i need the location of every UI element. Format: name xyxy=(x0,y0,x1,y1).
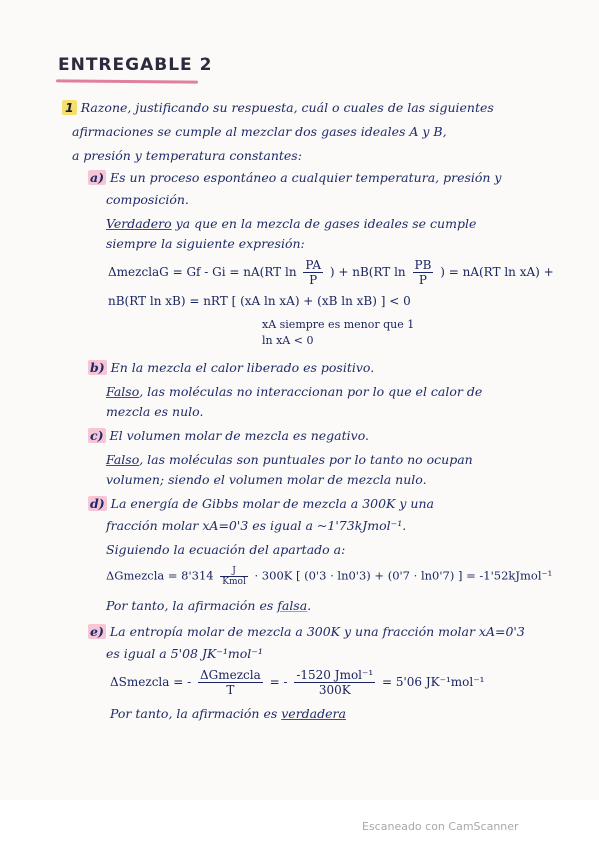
item-a-letter: a) xyxy=(90,170,105,185)
d-eq-lhs: ΔGmezcla = 8'314 xyxy=(106,568,214,583)
item-d-statement-2: fracción molar xA=0'3 es igual a ~1'73kJmol⁻¹. xyxy=(106,518,407,533)
e-eq-f1-num: ΔGmezcla xyxy=(199,668,261,682)
d-concl-pre: Por tanto, la afirmación es xyxy=(106,598,278,613)
item-a-equation-1 xyxy=(108,258,554,287)
eq1-mid: ) + nB(RT ln xyxy=(329,265,406,279)
e-eq-lhs: ΔSmezcla = - xyxy=(110,675,192,689)
item-d-letter: d) xyxy=(90,496,105,511)
eq1-fraction-1 xyxy=(303,258,323,287)
scanner-watermark: Escaneado con CamScanner xyxy=(362,820,519,833)
eq1-f1-num: PA xyxy=(305,258,322,272)
e-eq-fraction-1 xyxy=(198,668,263,697)
e-eq-f2-num: -1520 Jmol⁻¹ xyxy=(296,668,374,682)
item-a-equation-2: nB(RT ln xB) = nRT [ (xA ln xA) + (xB ln xB) ] < 0 xyxy=(108,294,411,308)
e-eq-f2-den: 300K xyxy=(318,683,351,697)
item-c-reason-2: volumen; siendo el volumen molar de mezcla nulo. xyxy=(106,472,427,487)
eq1-f2-num: PB xyxy=(414,258,432,272)
eq1-f1-den: P xyxy=(309,273,318,287)
d-eq-rhs: · 300K [ (0'3 · ln0'3) + (0'7 · ln0'7) ] = -1'52kJmol⁻¹ xyxy=(254,568,553,583)
eq1-lhs: ΔmezclaG = Gf - Gi = nA(RT ln xyxy=(108,265,297,279)
item-e-stmt-1: La entropía molar de mezcla a 300K y una fracción molar xA=0'3 xyxy=(109,624,525,639)
item-b-stmt: En la mezcla el calor liberado es positivo. xyxy=(110,360,375,375)
question-number: 1 xyxy=(62,100,77,115)
title-underline xyxy=(56,79,198,83)
e-eq-mid: = - xyxy=(269,675,288,689)
d-eq-f-num: J xyxy=(220,566,248,577)
d-concl-verdict: falsa xyxy=(277,598,308,613)
item-d-equation xyxy=(106,566,552,587)
item-d-statement-1 xyxy=(88,496,434,511)
item-c-letter: c) xyxy=(90,428,104,443)
item-a-statement-2: composición. xyxy=(106,192,189,207)
d-eq-fraction xyxy=(220,566,248,587)
eq1-fraction-2 xyxy=(413,258,434,287)
item-e-statement-1 xyxy=(88,624,525,639)
item-c-verdict: Falso xyxy=(106,452,140,467)
item-e-equation xyxy=(110,668,484,697)
item-e-letter: e) xyxy=(90,624,104,639)
question-text-1: Razone, justificando su respuesta, cuál o cuales de las siguientes xyxy=(80,100,494,115)
page-title: ENTREGABLE 2 xyxy=(58,55,213,75)
e-eq-fraction-2 xyxy=(294,668,375,697)
question-line-1 xyxy=(62,100,494,115)
item-c-stmt: El volumen molar de mezcla es negativo. xyxy=(109,428,369,443)
item-b-reason-1 xyxy=(106,384,482,399)
item-b-verdict: Falso xyxy=(106,384,140,399)
d-eq-f-den: Kmol xyxy=(222,577,246,587)
item-b-reason-text-1: , las moléculas no interaccionan por lo que el calor de xyxy=(139,384,483,399)
item-c-reason-text-1: , las moléculas son puntuales por lo tanto no ocupan xyxy=(139,452,473,467)
question-line-2: afirmaciones se cumple al mezclar dos gases ideales A y B, xyxy=(72,124,447,139)
e-eq-f1-den: T xyxy=(226,683,235,697)
item-e-statement-2: es igual a 5'08 JK⁻¹mol⁻¹ xyxy=(106,646,263,661)
eq1-rhs: ) = nA(RT ln xA) + xyxy=(440,265,554,279)
item-a-stmt-1: Es un proceso espontáneo a cualquier temperatura, presión y xyxy=(110,170,502,185)
eq1-f2-den: P xyxy=(418,273,427,287)
e-concl-verdict: verdadera xyxy=(281,706,346,721)
item-a-note-1: xA siempre es menor que 1 xyxy=(262,318,415,331)
item-e-conclusion xyxy=(110,706,346,721)
item-a-reason-text-1: ya que en la mezcla de gases ideales se cumple xyxy=(171,216,477,231)
item-d-statement-3: Siguiendo la ecuación del apartado a: xyxy=(106,542,346,557)
item-c-statement xyxy=(88,428,369,443)
item-a-reason-1 xyxy=(106,216,476,231)
item-a-statement-1 xyxy=(88,170,502,185)
item-d-stmt-1: La energía de Gibbs molar de mezcla a 300K y una xyxy=(110,496,434,511)
item-b-letter: b) xyxy=(90,360,105,375)
item-c-reason-1 xyxy=(106,452,473,467)
item-d-conclusion xyxy=(106,598,311,613)
e-eq-rhs: = 5'06 JK⁻¹mol⁻¹ xyxy=(381,675,485,689)
question-line-3: a presión y temperatura constantes: xyxy=(72,148,302,163)
item-a-reason-2: siempre la siguiente expresión: xyxy=(106,236,305,251)
e-concl-pre: Por tanto, la afirmación es xyxy=(110,706,282,721)
d-concl-post: . xyxy=(307,598,312,613)
item-a-verdict: Verdadero xyxy=(106,216,172,231)
item-b-statement xyxy=(88,360,374,375)
item-a-note-2: ln xA < 0 xyxy=(262,334,314,347)
item-b-reason-2: mezcla es nulo. xyxy=(106,404,204,419)
